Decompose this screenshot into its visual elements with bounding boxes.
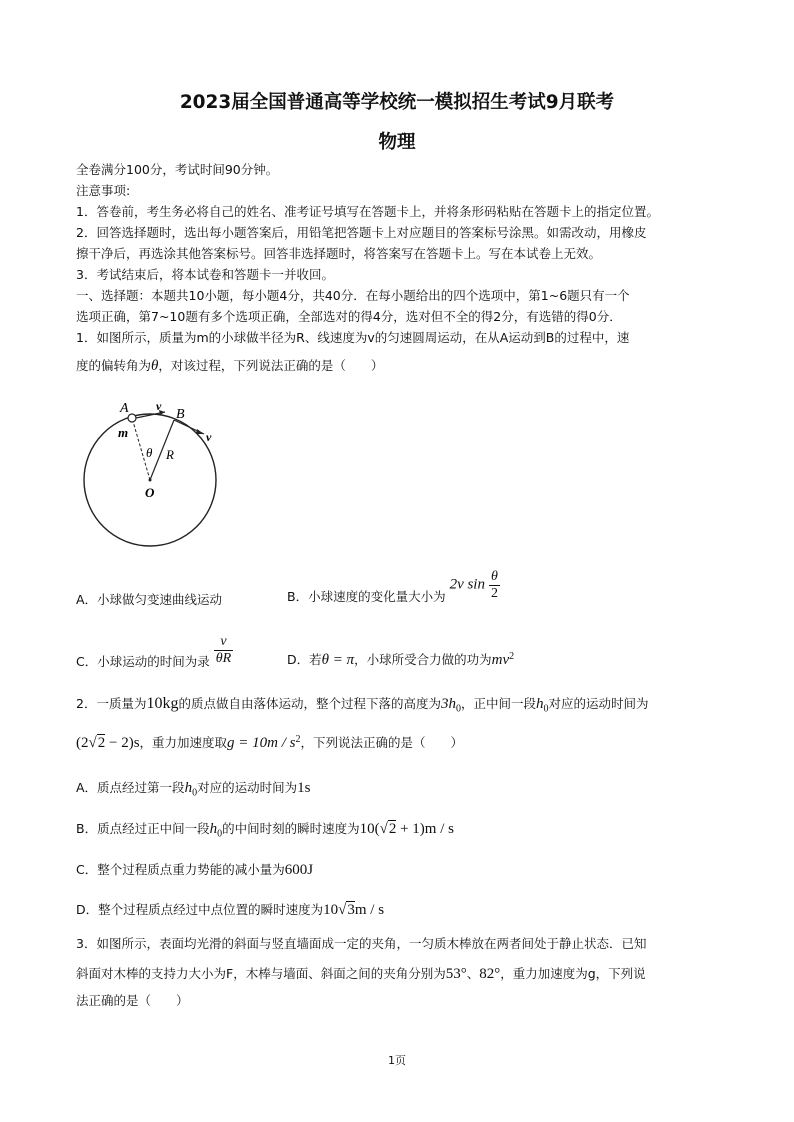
section-line-2: 选项正确，第7~10题有多个选项正确，全部选对的得4分，选对但不全的得2分，有选错的得0分． [76, 309, 622, 324]
label-o: O [145, 485, 155, 500]
q2-option-b: B．质点经过正中间一段$h_0$的中间时刻的瞬时速度为10(√2 + 1)m / s [76, 821, 454, 840]
q2-line-2: (2√2 − 2)s，重力加速度取$g = 10m / s^2$，下列说法正确的是（ ） [76, 733, 464, 751]
q1-option-b: B．小球速度的变化量大小为 2v sin $\frac{\theta}{2}$ [287, 568, 498, 604]
label-v2: v [206, 430, 212, 444]
q2-line-1: 2．一质量为10kg的质点做自由落体运动，整个过程下落的高度为$3h_0$，正中间一段$h_0$对应的运动时间为 [76, 695, 649, 715]
label-b: B [176, 407, 185, 422]
label-a: A [120, 401, 129, 416]
q1-line-2: 度的偏转角为θ，对该过程，下列说法正确的是（ ） [76, 358, 384, 374]
subject-title: 物理 [378, 132, 416, 153]
exam-title: 2023届全国普通高等学校统一模拟招生考试9月联考 [179, 92, 615, 113]
q2-option-d: D．整个过程质点经过中点位置的瞬时速度为10√3m / s [76, 902, 385, 918]
label-theta: θ [146, 445, 153, 460]
velocity-b-head [196, 429, 204, 434]
q1-option-a: A．小球做匀变速曲线运动 [76, 592, 223, 607]
q3-line-1: 3．如图所示，表面均光滑的斜面与竖直墙面成一定的夹角，一匀质木棒放在两者间处于静止状态．已知 [76, 936, 647, 951]
label-m: m [118, 425, 129, 440]
q3-line-3: 法正确的是（ ） [76, 993, 189, 1008]
q1-line-1: 1．如图所示，质量为m的小球做半径为R、线速度为v的匀速圆周运动，在从A运动到B的过程中，速 [76, 330, 630, 345]
page-number: 1页 [388, 1054, 406, 1067]
intro-line-4a: 2．回答选择题时，选出每小题答案后，用铅笔把答题卡上对应题目的答案标号涂黑。如需改动，用橡皮 [76, 225, 647, 240]
section-line-1: 一、选择题：本题共10小题，每小题4分，共40分．在每小题给出的四个选项中，第1~6题只有一个 [76, 288, 630, 303]
intro-line-1: 全卷满分100分，考试时间90分钟。 [76, 162, 279, 177]
intro-line-4b: 擦干净后，再选涂其他答案标号。回答非选择题时，将答案写在答题卡上。写在本试卷上无效。 [76, 246, 602, 261]
q3-line-2: 斜面对木棒的支持力大小为F，木棒与墙面、斜面之间的夹角分别为53°、82°，重力加速度为g，下列说 [76, 966, 646, 982]
intro-line-3: 1．答卷前，考生务必将自己的姓名、准考证号填写在答题卡上，并将条形码粘贴在答题卡上的指定位置。 [76, 204, 659, 219]
intro-line-2: 注意事项: [76, 183, 131, 198]
label-v1: v [156, 399, 162, 413]
center-point [149, 479, 152, 482]
intro-line-5: 3．考试结束后，将本试卷和答题卡一并收回。 [76, 267, 334, 282]
q2-option-c: C．整个过程质点重力势能的减小量为600J [76, 862, 314, 878]
q2-option-a: A．质点经过第一段$h_0$对应的运动时间为1s [76, 780, 311, 799]
q1-option-c: C．小球运动的时间为录 $\frac{v}{\theta R}$ [76, 633, 232, 669]
q1-option-d: D．若θ = π，小球所受合力做的功为$mv^2$ [287, 650, 515, 668]
circular-motion-figure [70, 385, 230, 560]
ball-a [128, 414, 136, 422]
label-r: R [166, 447, 174, 462]
